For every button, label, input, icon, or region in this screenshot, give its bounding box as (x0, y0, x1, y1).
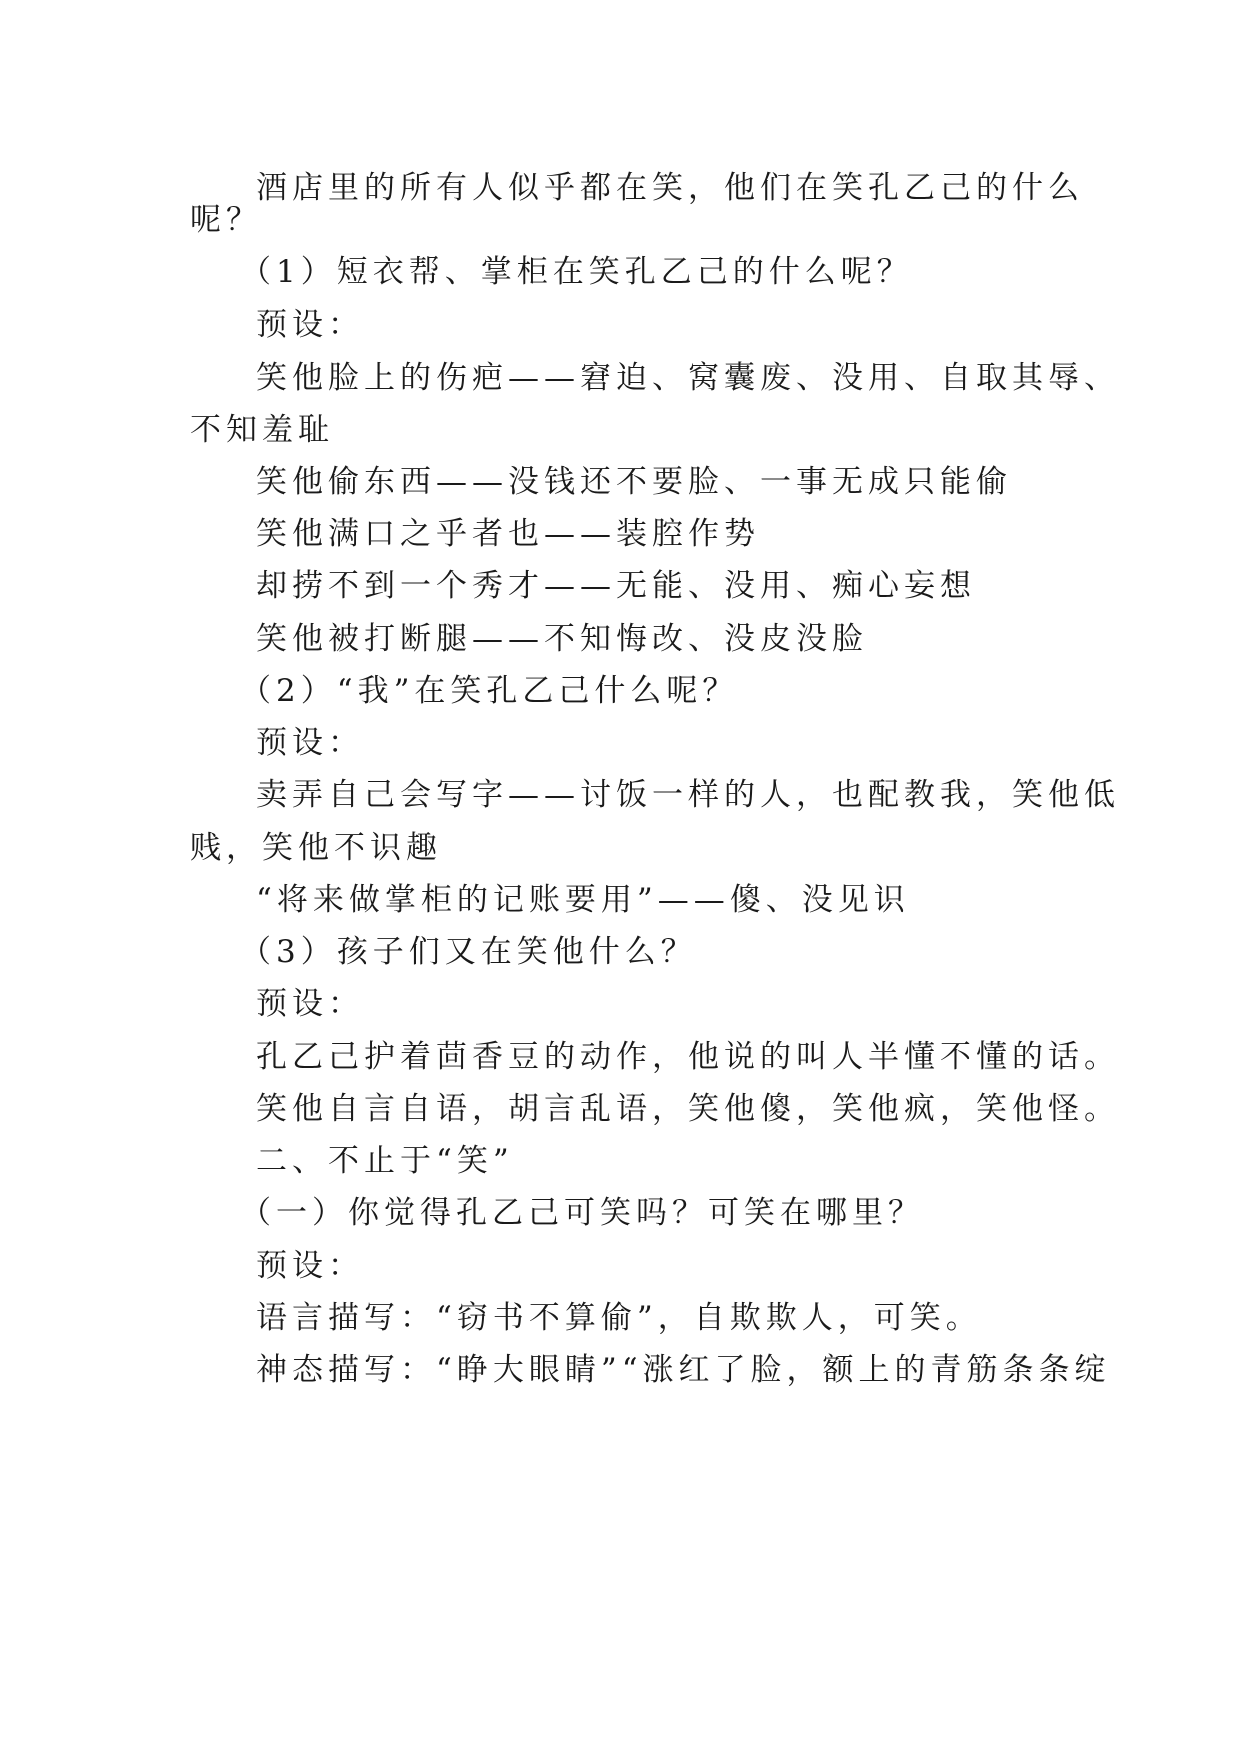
paragraph-line: 笑他被打断腿——不知悔改、没皮没脸 (256, 621, 868, 657)
paragraph-line: 预设： (256, 725, 364, 761)
paragraph-line: 酒店里的所有人似乎都在笑，他们在笑孔乙己的什么 (256, 170, 1084, 206)
paragraph-line: 笑他脸上的伤疤——窘迫、窝囊废、没用、自取其辱、 (256, 360, 1120, 396)
paragraph-line: 笑他偷东西——没钱还不要脸、一事无成只能偷 (256, 464, 1012, 500)
paragraph-line: 孔乙己护着茴香豆的动作，他说的叫人半懂不懂的话。 (256, 1039, 1120, 1075)
paragraph-line: 卖弄自己会写字——讨饭一样的人，也配教我，笑他低 (256, 777, 1120, 813)
paragraph-line: 预设： (256, 307, 364, 343)
paragraph-line: 不知羞耻 (190, 412, 334, 448)
paragraph-line: 笑他满口之乎者也——装腔作势 (256, 516, 760, 552)
paragraph-line: 预设： (256, 986, 364, 1022)
paragraph-line: （2）“我”在笑孔乙己什么呢？ (240, 673, 739, 709)
paragraph-line: 神态描写：“睁大眼睛”“涨红了脸，额上的青筋条条绽 (256, 1352, 1111, 1388)
paragraph-line: （一）你觉得孔乙己可笑吗？可笑在哪里？ (240, 1195, 924, 1231)
paragraph-line: “将来做掌柜的记账要用”——傻、没见识 (256, 882, 910, 918)
paragraph-line: 却捞不到一个秀才——无能、没用、痴心妄想 (256, 568, 976, 604)
paragraph-line: 贱，笑他不识趣 (190, 830, 442, 866)
paragraph-line: 笑他自言自语，胡言乱语，笑他傻，笑他疯，笑他怪。 (256, 1091, 1120, 1127)
paragraph-line: 语言描写：“窃书不算偷”，自欺欺人，可笑。 (256, 1300, 982, 1336)
paragraph-line: 呢？ (190, 202, 262, 238)
paragraph-line: （1）短衣帮、掌柜在笑孔乙己的什么呢？ (240, 254, 913, 290)
paragraph-line: 预设： (256, 1248, 364, 1284)
section-heading: 二、不止于“笑” (256, 1143, 514, 1179)
paragraph-line: （3）孩子们又在笑他什么？ (240, 934, 697, 970)
